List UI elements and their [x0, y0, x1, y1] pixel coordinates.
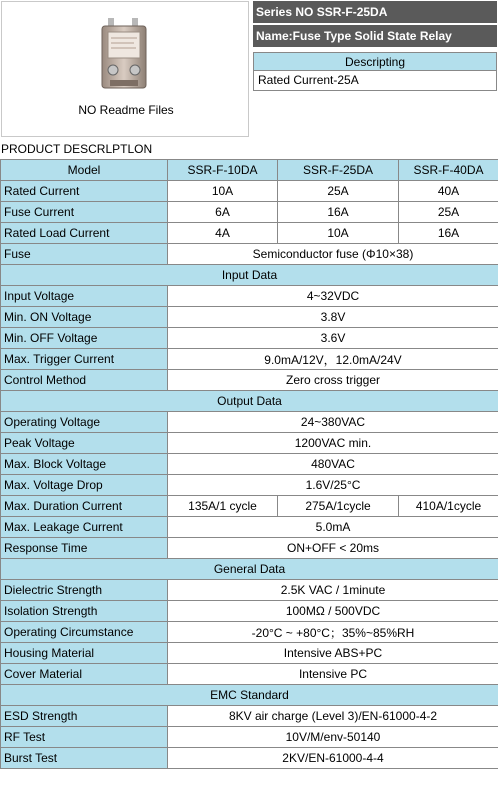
table-row	[1, 622, 498, 643]
row-value: 2.5K VAC / 1minute	[168, 580, 498, 601]
row-value: 10A	[168, 181, 278, 202]
product-name: Name:Fuse Type Solid State Relay	[253, 25, 497, 47]
group-header: Output Data	[1, 391, 498, 412]
row-value: 4~32VDC	[168, 286, 498, 307]
row-value: Zero cross trigger	[168, 370, 498, 391]
row-value: 1200VAC min.	[168, 433, 498, 454]
row-label: Isolation Strength	[1, 601, 168, 622]
row-label: Min. OFF Voltage	[1, 328, 168, 349]
row-label: Control Method	[1, 370, 168, 391]
row-label: Housing Material	[1, 643, 168, 664]
table-row	[1, 517, 498, 538]
header-model-variant: SSR-F-40DA	[399, 160, 498, 181]
row-value: 16A	[399, 223, 498, 244]
table-row	[1, 328, 498, 349]
row-value: Intensive PC	[168, 664, 498, 685]
table-header-row	[1, 160, 498, 181]
section-title: PRODUCT DESCRLPTLON	[1, 142, 153, 156]
descripting-value: Rated Current-25A	[253, 71, 497, 91]
row-value: 3.6V	[168, 328, 498, 349]
row-label: Dielectric Strength	[1, 580, 168, 601]
header-model-variant: SSR-F-25DA	[278, 160, 399, 181]
row-label: RF Test	[1, 727, 168, 748]
row-value: 1.6V/25°C	[168, 475, 498, 496]
product-image-panel	[1, 1, 249, 137]
row-label: Min. ON Voltage	[1, 307, 168, 328]
row-label: Burst Test	[1, 748, 168, 769]
row-value: 135A/1 cycle	[168, 496, 278, 517]
row-label: Max. Leakage Current	[1, 517, 168, 538]
table-row	[1, 643, 498, 664]
row-label: Operating Circumstance	[1, 622, 168, 643]
row-label: Max. Duration Current	[1, 496, 168, 517]
table-row	[1, 727, 498, 748]
row-value: 275A/1cycle	[278, 496, 399, 517]
group-header-row	[1, 559, 498, 580]
group-header: EMC Standard	[1, 685, 498, 706]
table-row	[1, 244, 498, 265]
row-value: 24~380VAC	[168, 412, 498, 433]
table-row	[1, 706, 498, 727]
row-label: Operating Voltage	[1, 412, 168, 433]
row-value: 480VAC	[168, 454, 498, 475]
table-row	[1, 223, 498, 244]
row-label: Max. Trigger Current	[1, 349, 168, 370]
row-value: 40A	[399, 181, 498, 202]
series-title: Series NO SSR-F-25DA	[253, 1, 497, 23]
row-value: 2KV/EN-61000-4-4	[168, 748, 498, 769]
table-row	[1, 370, 498, 391]
row-value: Intensive ABS+PC	[168, 643, 498, 664]
row-label: Fuse Current	[1, 202, 168, 223]
table-row	[1, 349, 498, 370]
row-value: 100MΩ / 500VDC	[168, 601, 498, 622]
descripting-header: Descripting	[253, 52, 497, 71]
row-label: Peak Voltage	[1, 433, 168, 454]
row-label: Max. Voltage Drop	[1, 475, 168, 496]
table-row	[1, 538, 498, 559]
row-label: ESD Strength	[1, 706, 168, 727]
group-header: General Data	[1, 559, 498, 580]
row-value: 25A	[399, 202, 498, 223]
row-label: Input Voltage	[1, 286, 168, 307]
table-row	[1, 181, 498, 202]
group-header-row	[1, 685, 498, 706]
row-label: Response Time	[1, 538, 168, 559]
row-value: 3.8V	[168, 307, 498, 328]
spec-table	[0, 159, 498, 769]
table-row	[1, 286, 498, 307]
table-row	[1, 664, 498, 685]
row-value: 10A	[278, 223, 399, 244]
row-value: 9.0mA/12V，12.0mA/24V	[168, 349, 498, 370]
row-value: 16A	[278, 202, 399, 223]
row-value: 10V/M/env-50140	[168, 727, 498, 748]
row-value: ON+OFF < 20ms	[168, 538, 498, 559]
group-header-row	[1, 265, 498, 286]
header-model: Model	[1, 160, 168, 181]
table-row	[1, 475, 498, 496]
row-label: Max. Block Voltage	[1, 454, 168, 475]
image-caption: NO Readme Files	[78, 103, 174, 117]
table-row	[1, 601, 498, 622]
table-row	[1, 202, 498, 223]
row-value: 25A	[278, 181, 399, 202]
table-row	[1, 580, 498, 601]
row-label: Cover Material	[1, 664, 168, 685]
group-header: Input Data	[1, 265, 498, 286]
table-row	[1, 496, 498, 517]
row-value: 5.0mA	[168, 517, 498, 538]
relay-product-image	[98, 18, 150, 92]
row-value: 4A	[168, 223, 278, 244]
row-value: 6A	[168, 202, 278, 223]
row-label: Rated Current	[1, 181, 168, 202]
header-model-variant: SSR-F-10DA	[168, 160, 278, 181]
group-header-row	[1, 391, 498, 412]
row-value: 8KV air charge (Level 3)/EN-61000-4-2	[168, 706, 498, 727]
row-value: 410A/1cycle	[399, 496, 498, 517]
table-row	[1, 748, 498, 769]
table-row	[1, 433, 498, 454]
table-row	[1, 454, 498, 475]
row-value: Semiconductor fuse (Φ10×38)	[168, 244, 498, 265]
row-value: -20°C ~ +80°C；35%~85%RH	[168, 622, 498, 643]
row-label: Rated Load Current	[1, 223, 168, 244]
product-info-panel	[253, 1, 497, 91]
table-row	[1, 307, 498, 328]
table-row	[1, 412, 498, 433]
row-label: Fuse	[1, 244, 168, 265]
